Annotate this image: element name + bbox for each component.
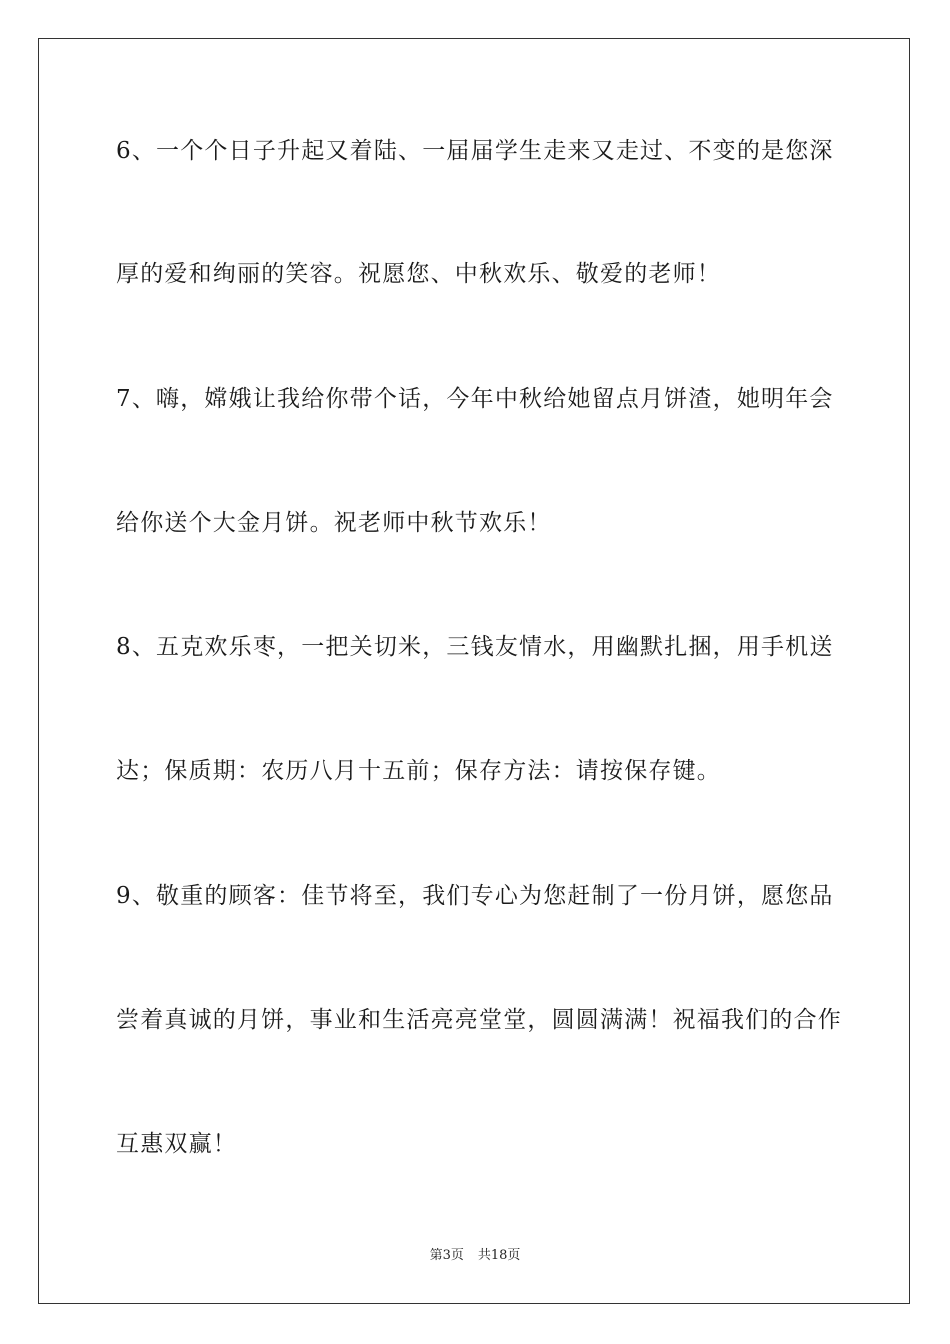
- page-footer: [0, 1246, 950, 1266]
- text-line: 给你送个大金月饼。祝老师中秋节欢乐！: [116, 510, 552, 536]
- page-border: [38, 38, 910, 1304]
- text-line: 7、嗨，嫦娥让我给你带个话，今年中秋给她留点月饼渣，她明年会: [116, 386, 834, 412]
- page-number: 第3页: [429, 1248, 464, 1263]
- text-line: 达；保质期：农历八月十五前；保存方法：请按保存键。: [116, 758, 721, 784]
- text-line: 6、一个个日子升起又着陆、一届届学生走来又走过、不变的是您深: [116, 138, 834, 164]
- page-total: 共18页: [477, 1248, 521, 1263]
- text-line: 互惠双赢！: [116, 1131, 237, 1157]
- text-line: 8、五克欢乐枣，一把关切米，三钱友情水，用幽默扎捆，用手机送: [116, 634, 834, 660]
- text-line: 厚的爱和绚丽的笑容。祝愿您、中秋欢乐、敬爱的老师！: [116, 261, 721, 287]
- text-line: 尝着真诚的月饼，事业和生活亮亮堂堂，圆圆满满！祝福我们的合作: [116, 1007, 842, 1033]
- text-line: 9、敬重的顾客：佳节将至，我们专心为您赶制了一份月饼，愿您品: [116, 883, 834, 909]
